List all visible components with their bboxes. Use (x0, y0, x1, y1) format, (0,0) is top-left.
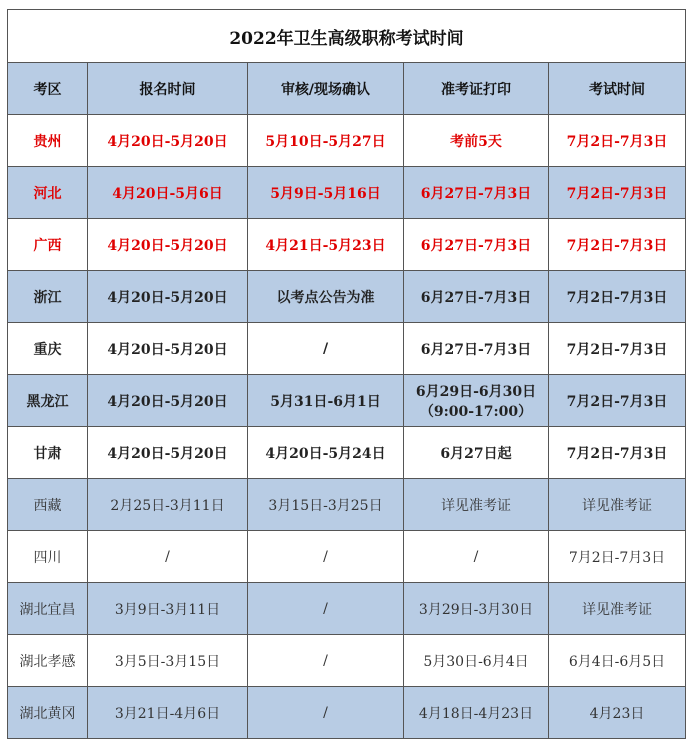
exam-cell: 6月4日-6月5日 (549, 635, 686, 687)
ticket-cell: 6月27日-7月3日 (404, 323, 549, 375)
header-region: 考区 (8, 63, 88, 115)
review-cell: 4月21日-5月23日 (248, 219, 404, 271)
ticket-cell: 考前5天 (404, 115, 549, 167)
review-cell: 5月31日-6月1日 (248, 375, 404, 427)
header-exam: 考试时间 (549, 63, 686, 115)
signup-cell: 4月20日-5月20日 (88, 115, 248, 167)
signup-cell: 4月20日-5月20日 (88, 219, 248, 271)
region-cell: 甘肃 (8, 427, 88, 479)
table-row (8, 375, 686, 427)
ticket-cell: 5月30日-6月4日 (404, 635, 549, 687)
region-cell: 黑龙江 (8, 375, 88, 427)
table-row (8, 479, 686, 531)
table-row (8, 583, 686, 635)
exam-cell: 7月2日-7月3日 (549, 167, 686, 219)
exam-cell: 7月2日-7月3日 (549, 271, 686, 323)
exam-cell: 7月2日-7月3日 (549, 375, 686, 427)
review-cell: / (248, 687, 404, 739)
exam-cell: 7月2日-7月3日 (549, 219, 686, 271)
table-row (8, 635, 686, 687)
review-cell: 以考点公告为准 (248, 271, 404, 323)
review-cell: 5月9日-5月16日 (248, 167, 404, 219)
ticket-line-2: （9:00-17:00） (419, 403, 533, 420)
signup-cell: 4月20日-5月20日 (88, 271, 248, 323)
review-cell: / (248, 323, 404, 375)
exam-cell: 7月2日-7月3日 (549, 531, 686, 583)
ticket-cell: 6月27日起 (404, 427, 549, 479)
header-signup: 报名时间 (88, 63, 248, 115)
region-cell: 四川 (8, 531, 88, 583)
signup-cell: 2月25日-3月11日 (88, 479, 248, 531)
ticket-cell: 6月27日-7月3日 (404, 167, 549, 219)
region-cell: 湖北孝感 (8, 635, 88, 687)
exam-schedule-table (7, 9, 686, 739)
ticket-cell: / (404, 531, 549, 583)
region-cell: 浙江 (8, 271, 88, 323)
signup-cell: 4月20日-5月6日 (88, 167, 248, 219)
header-ticket: 准考证打印 (404, 63, 549, 115)
review-cell: 5月10日-5月27日 (248, 115, 404, 167)
table-row (8, 167, 686, 219)
table-row (8, 687, 686, 739)
signup-cell: 3月21日-4月6日 (88, 687, 248, 739)
ticket-cell: 4月18日-4月23日 (404, 687, 549, 739)
region-cell: 湖北宜昌 (8, 583, 88, 635)
ticket-cell: 3月29日-3月30日 (404, 583, 549, 635)
ticket-line-1: 6月29日-6月30日 (415, 383, 537, 400)
review-cell: / (248, 635, 404, 687)
exam-cell: 4月23日 (549, 687, 686, 739)
table-row (8, 323, 686, 375)
exam-cell: 7月2日-7月3日 (549, 427, 686, 479)
schedule-table-container (7, 9, 685, 739)
ticket-cell: 详见准考证 (404, 479, 549, 531)
signup-cell: 4月20日-5月20日 (88, 323, 248, 375)
review-cell: / (248, 531, 404, 583)
review-cell: / (248, 583, 404, 635)
header-row (8, 63, 686, 115)
region-cell: 湖北黄冈 (8, 687, 88, 739)
region-cell: 广西 (8, 219, 88, 271)
review-cell: 3月15日-3月25日 (248, 479, 404, 531)
signup-cell: 3月9日-3月11日 (88, 583, 248, 635)
region-cell: 西藏 (8, 479, 88, 531)
table-row (8, 115, 686, 167)
exam-cell: 详见准考证 (549, 583, 686, 635)
table-row (8, 219, 686, 271)
signup-cell: 3月5日-3月15日 (88, 635, 248, 687)
signup-cell: 4月20日-5月20日 (88, 375, 248, 427)
region-cell: 贵州 (8, 115, 88, 167)
exam-cell: 7月2日-7月3日 (549, 323, 686, 375)
header-review: 审核/现场确认 (248, 63, 404, 115)
ticket-cell (404, 375, 549, 427)
region-cell: 河北 (8, 167, 88, 219)
exam-cell: 7月2日-7月3日 (549, 115, 686, 167)
table-row (8, 271, 686, 323)
region-cell: 重庆 (8, 323, 88, 375)
exam-cell: 详见准考证 (549, 479, 686, 531)
ticket-cell: 6月27日-7月3日 (404, 271, 549, 323)
review-cell: 4月20日-5月24日 (248, 427, 404, 479)
table-row (8, 531, 686, 583)
signup-cell: 4月20日-5月20日 (88, 427, 248, 479)
table-row (8, 427, 686, 479)
signup-cell: / (88, 531, 248, 583)
ticket-cell: 6月27日-7月3日 (404, 219, 549, 271)
table-title: 2022年卫生高级职称考试时间 (8, 10, 686, 63)
